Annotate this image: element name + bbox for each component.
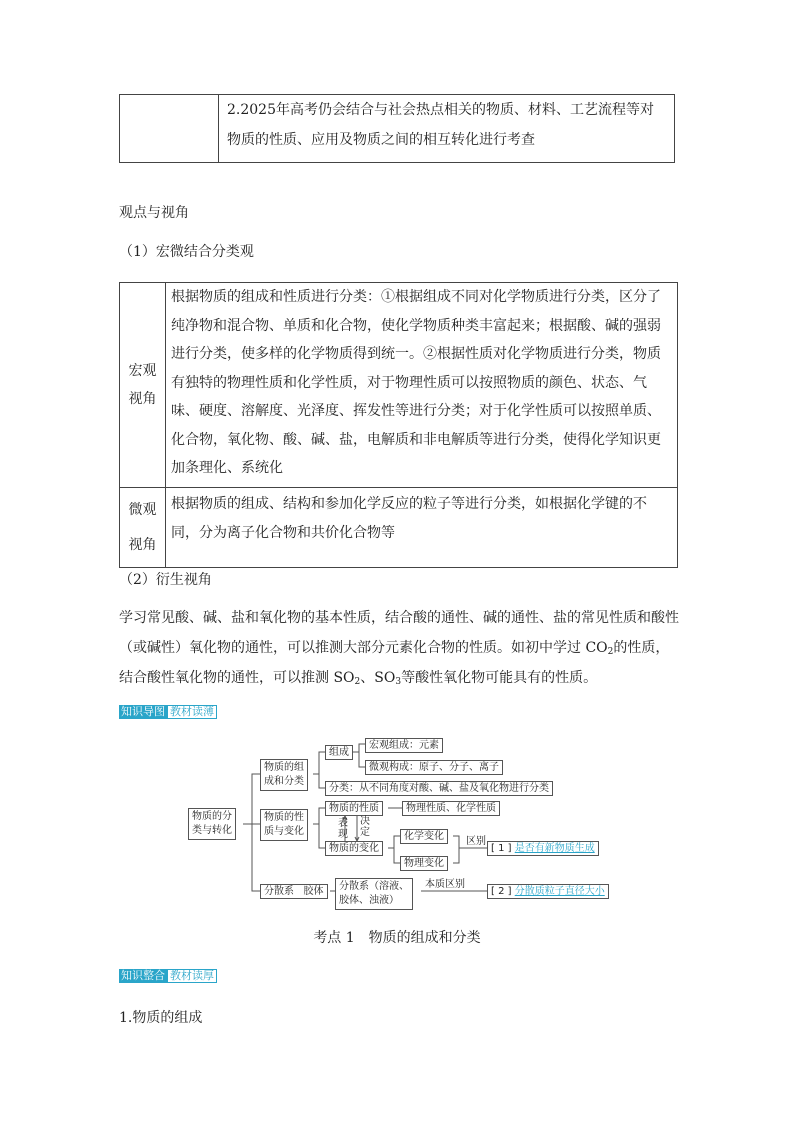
node-3-dispersion: 分散系 — [264, 886, 294, 897]
micro-label-2: 视角 — [128, 536, 157, 553]
node-physical-chemical-properties: 物理性质、化学性质 — [402, 801, 500, 816]
knowledge-map-badge — [119, 705, 217, 719]
micro-label-1: 微观 — [128, 501, 157, 518]
intro-table — [119, 94, 675, 163]
mind-map-root-line-1: 物质的分 — [192, 811, 232, 822]
node-dispersion-types — [335, 878, 413, 910]
subsection-1-title: （1）宏微结合分类观 — [119, 244, 254, 260]
intro-table-empty-cell — [120, 95, 219, 163]
node-2-line-2: 质与变化 — [264, 826, 304, 837]
mind-map-root — [188, 808, 236, 840]
node-3b-line-1: 分散系（溶液、 — [339, 881, 409, 892]
subsection-2-title: （2）衍生视角 — [119, 572, 212, 588]
label-essential-difference: 本质区别 — [425, 879, 465, 890]
node-1-line-1: 物质的组 — [264, 762, 304, 773]
micro-label-cell — [120, 488, 166, 568]
node-properties-changes — [260, 809, 308, 841]
para-sub-co2: 2 — [607, 647, 614, 657]
answer-2-box — [487, 884, 609, 899]
badge-2-secondary: 教材读厚 — [167, 969, 217, 983]
node-dispersion-system — [260, 884, 328, 899]
mind-map — [185, 738, 605, 913]
macro-label-1: 宏观 — [128, 363, 157, 379]
para-sub-so2: 2 — [354, 677, 361, 687]
answer-1: 是否有新物质生成 — [514, 843, 595, 854]
derived-view-paragraph — [119, 603, 679, 693]
blank-1: [ 1 ] — [491, 843, 512, 854]
exam-point-caption: 考点 1 物质的组成和分类 — [313, 930, 481, 946]
micro-text: 根据物质的组成、结构和参加化学反应的粒子等进行分类，如根据化学键的不同，分为离子化合物和共价化合物等 — [166, 488, 678, 568]
node-classification: 分类：从不同角度对酸、碱、盐及氧化物进行分类 — [325, 781, 553, 796]
node-physical-change: 物理变化 — [400, 856, 448, 871]
node-chemical-change: 化学变化 — [400, 829, 448, 844]
badge-1-primary: 知识导图 — [121, 705, 165, 718]
macro-label-cell — [120, 283, 166, 488]
knowledge-integration-badge — [119, 969, 217, 983]
node-composition-classification — [260, 759, 308, 791]
node-3b-line-2: 胶体、浊液） — [339, 895, 399, 906]
label-manifest: 表现 — [338, 818, 348, 840]
node-macro-composition: 宏观组成：元素 — [365, 738, 443, 753]
label-determine: 决定 — [360, 816, 370, 838]
badge-1-secondary: 教材读薄 — [167, 705, 217, 719]
para-part-1: 学习常见酸、碱、盐和氧化物的基本性质，结合酸的通性、碱的通性、盐的常见性质和酸性（或碱性）氧化物的通性，可以推测大部分元素化合物的性质。如初中学过 CO — [119, 610, 679, 656]
answer-2: 分散质粒子直径大小 — [514, 886, 605, 897]
badge-2-primary: 知识整合 — [121, 969, 165, 982]
node-composition: 组成 — [325, 745, 353, 760]
node-3-colloid: 胶体 — [303, 886, 324, 897]
node-properties: 物质的性质 — [325, 801, 383, 816]
node-micro-composition: 微观构成：原子、分子、离子 — [365, 760, 503, 775]
node-2-line-1: 物质的性 — [264, 812, 304, 823]
node-1-line-2: 成和分类 — [264, 776, 304, 787]
composition-heading: 1.物质的组成 — [119, 1010, 203, 1026]
mind-map-root-line-2: 类与转化 — [192, 825, 232, 836]
macro-text: 根据物质的组成和性质进行分类：①根据组成不同对化学物质进行分类，区分了纯净物和混合物、单质和化合物，使化学物质种类丰富起来；根据酸、碱的强弱进行分类，使多样的化学物质得到统一。②根据性质对化学物质进行分类，物质有独特的物理性质和化学性质，对于物理性质可以按照物质的颜色、状态、气味、硬度、溶解度、光泽度、挥发性等进行分类；对于化学性质可以按照单质、化合物，氧化物、酸、碱、盐，电解质和非电解质等进行分类，使得化学知识更加条理化、系统化 — [166, 283, 678, 488]
para-part-2: 的性质，结合酸性氧化物的通性，可以推测 SO — [119, 640, 670, 686]
para-part-4: 等酸性氧化物可能具有的性质。 — [401, 670, 598, 686]
answer-1-box — [487, 841, 599, 856]
macro-label-2: 视角 — [128, 391, 157, 407]
section-title: 观点与视角 — [119, 205, 189, 221]
para-sub-so3: 3 — [395, 677, 402, 687]
blank-2: [ 2 ] — [491, 886, 512, 897]
node-changes: 物质的变化 — [325, 841, 383, 856]
intro-table-text: 2.2025年高考仍会结合与社会热点相关的物质、材料、工艺流程等对物质的性质、应用及物质之间的相互转化进行考查 — [219, 95, 675, 163]
view-table — [119, 282, 678, 568]
label-difference: 区别 — [466, 836, 486, 847]
para-part-3: 、SO — [360, 670, 396, 686]
